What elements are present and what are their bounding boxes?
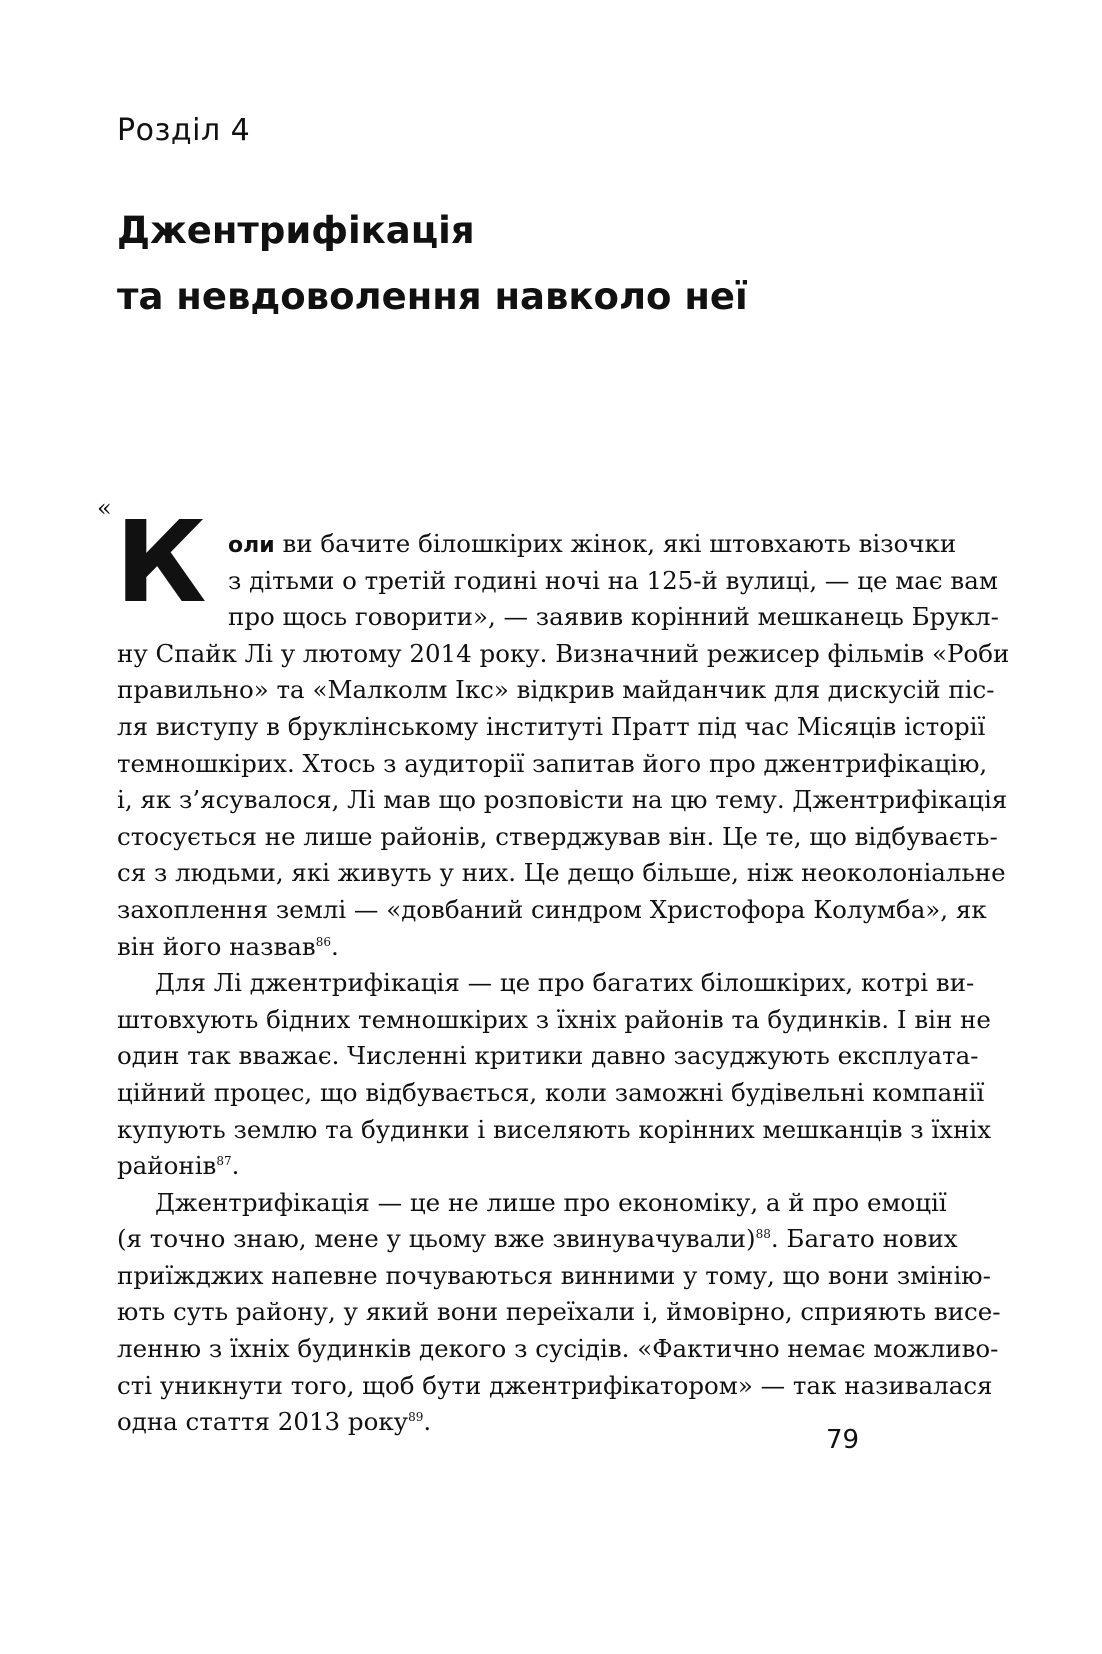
body-text — [97, 494, 1010, 1441]
chapter-title-line-2: та невдоволення навколо неї — [117, 275, 748, 318]
chapter-title-line-1: Джентрифікація — [117, 209, 475, 252]
text-line: приїжджих напевне почуваються винними у тому, що вони змінію- — [117, 1260, 991, 1290]
paragraph-1 — [117, 526, 1010, 965]
chapter-label: Розділ 4 — [117, 113, 251, 148]
text-line: про щось говорити», — заявив корінний мешканець Брукл- — [228, 602, 999, 632]
text-line: один так вважає. Численні критики давно засуджують експлуата- — [117, 1041, 979, 1071]
text-line: Для Лі джентрифікація — це про багатих білошкірих, котрі ви- — [155, 968, 975, 998]
text-line: Джентрифікація — це не лише про економіку, а й про емоції — [155, 1187, 947, 1217]
text-line: і, як з’ясувалося, Лі мав що розповісти на цю тему. Джентрифікація — [117, 785, 1008, 815]
footnote-ref: 86 — [315, 934, 331, 949]
drop-cap-letter: К — [115, 498, 205, 628]
text-line: ленню з їхніх будинків декого з сусідів. «Фактично немає можливо- — [117, 1334, 999, 1364]
paragraph-3 — [117, 1185, 1001, 1441]
text-line: темношкірих. Хтось з аудиторії запитав його про джентрифікацію, — [117, 748, 988, 778]
text-line: штовхують бідних темношкірих з їхніх районів та будинків. І він не — [117, 1004, 991, 1034]
footnote-ref: 87 — [216, 1153, 232, 1168]
text-line: (я точно знаю, мене у цьому вже звинувачували)$^{88}$. Багато нових — [117, 1224, 958, 1254]
drop-cap — [97, 494, 228, 628]
text-line: оли ви бачите білошкірих жінок, які штовхають візочки — [228, 529, 957, 558]
text-line: з дітьми о третій годині ночі на 125-й вулиці, — це має вам — [228, 565, 998, 595]
text-line: одна стаття 2013 року$^{89}$. — [117, 1407, 432, 1437]
paragraph-2 — [117, 965, 992, 1185]
footnote-ref: 88 — [755, 1227, 771, 1242]
text-line: районів$^{87}$. — [117, 1151, 240, 1181]
text-line: ну Спайк Лі у лютому 2014 року. Визначний режисер фільмів «Роби — [117, 638, 1010, 668]
footnote-ref: 89 — [408, 1410, 424, 1425]
text-line: захоплення землі — «довбаний синдром Христофора Колумба», як — [117, 894, 987, 924]
text-line: сті уникнути того, щоб бути джентрифікатором» — так називалася — [117, 1370, 993, 1400]
chapter-title — [117, 198, 748, 330]
text-line: ся з людьми, які живуть у них. Це дещо більше, ніж неоколоніальне — [117, 858, 1006, 888]
text-line: ля виступу в бруклінському інституті Пратт під час Місяців історії — [117, 711, 986, 741]
text-line: ють суть району, у який вони переїхали і, ймовірно, сприяють висе- — [117, 1297, 1001, 1327]
text-line: правильно» та «Малколм Ікс» відкрив майданчик для дискусій піс- — [117, 675, 995, 705]
text-line: ційний процес, що відбувається, коли заможні будівельні компанії — [117, 1077, 985, 1107]
opening-quote-mark: « — [97, 494, 112, 522]
lead-in-word: оли — [228, 533, 275, 558]
text-line: стосується не лише районів, стверджував він. Це те, що відбуваєть- — [117, 821, 998, 851]
text-line: купують землю та будинки і виселяють корінних мешканців з їхніх — [117, 1114, 992, 1144]
page-number: 79 — [826, 1425, 860, 1455]
text-line: він його назвав$^{86}$. — [117, 931, 339, 961]
